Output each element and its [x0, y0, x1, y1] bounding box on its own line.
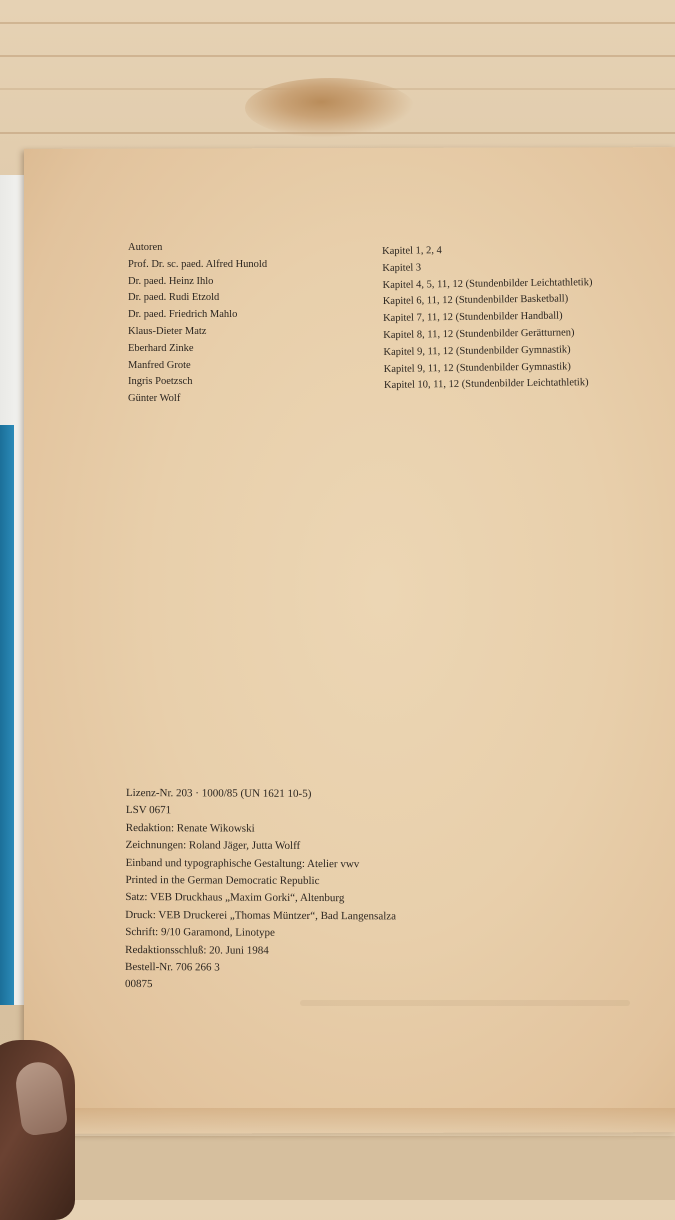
author-name: Klaus-Dieter Matz — [128, 325, 207, 337]
colophon-line: Druck: VEB Druckerei „Thomas Müntzer“, Bad Langensalza — [125, 908, 397, 923]
wood-grain — [0, 55, 675, 57]
colophon-line: LSV 0671 — [125, 804, 172, 817]
author-name: Dr. paed. Rudi Etzold — [128, 292, 220, 304]
page-edge — [40, 1108, 675, 1136]
authors-list — [128, 240, 267, 408]
author-name: Dr. paed. Heinz Ihlo — [128, 275, 214, 287]
colophon-line: Zeichnungen: Roland Jäger, Jutta Wolff — [125, 839, 301, 853]
author-name: Ingris Poetzsch — [128, 376, 193, 388]
author-name: Prof. Dr. sc. paed. Alfred Hunold — [128, 258, 268, 270]
colophon-line: 00875 — [124, 978, 153, 991]
colophon-line: Redaktionsschluß: 20. Juni 1984 — [125, 943, 269, 957]
chapter-entry: Kapitel 10, 11, 12 (Stundenbilder Leichtathletik) — [383, 377, 589, 392]
chapter-entry: Kapitel 6, 11, 12 (Stundenbilder Basketball) — [382, 293, 569, 308]
chapter-entry: Kapitel 1, 2, 4 — [382, 245, 442, 257]
chapter-entry: Kapitel 3 — [382, 262, 422, 274]
author-name: Manfred Grote — [128, 359, 191, 371]
book-cover-blue-band — [0, 425, 14, 1005]
chapter-entry: Kapitel 4, 5, 11, 12 (Stundenbilder Leichtathletik) — [382, 276, 593, 291]
chapters-list — [382, 241, 594, 395]
colophon-line: Einband und typographische Gestaltung: Atelier vwv — [125, 856, 360, 870]
wood-knot — [245, 78, 415, 138]
author-name: Dr. paed. Friedrich Mahlo — [128, 309, 238, 321]
authors-heading: Autoren — [128, 242, 163, 253]
chapter-entry: Kapitel 8, 11, 12 (Stundenbilder Gerätturnen) — [383, 327, 575, 341]
colophon — [125, 785, 397, 995]
author-name: Eberhard Zinke — [128, 342, 194, 354]
page-stain — [300, 1000, 630, 1006]
colophon-line: Lizenz-Nr. 203 · 1000/85 (UN 1621 10-5) — [125, 787, 312, 800]
colophon-line: Redaktion: Renate Wikowski — [125, 821, 255, 835]
colophon-line: Schrift: 9/10 Garamond, Linotype — [125, 926, 275, 940]
colophon-line: Printed in the German Democratic Republic — [125, 874, 320, 888]
wood-grain — [0, 22, 675, 24]
chapter-entry: Kapitel 7, 11, 12 (Stundenbilder Handball) — [382, 310, 563, 325]
author-name: Günter Wolf — [128, 393, 181, 405]
colophon-line: Satz: VEB Druckhaus „Maxim Gorki“, Altenburg — [125, 891, 345, 905]
colophon-line: Bestell-Nr. 706 266 3 — [125, 961, 220, 974]
chapter-entry: Kapitel 9, 11, 12 (Stundenbilder Gymnastik) — [383, 360, 571, 375]
chapter-entry: Kapitel 9, 11, 12 (Stundenbilder Gymnastik) — [383, 344, 571, 358]
